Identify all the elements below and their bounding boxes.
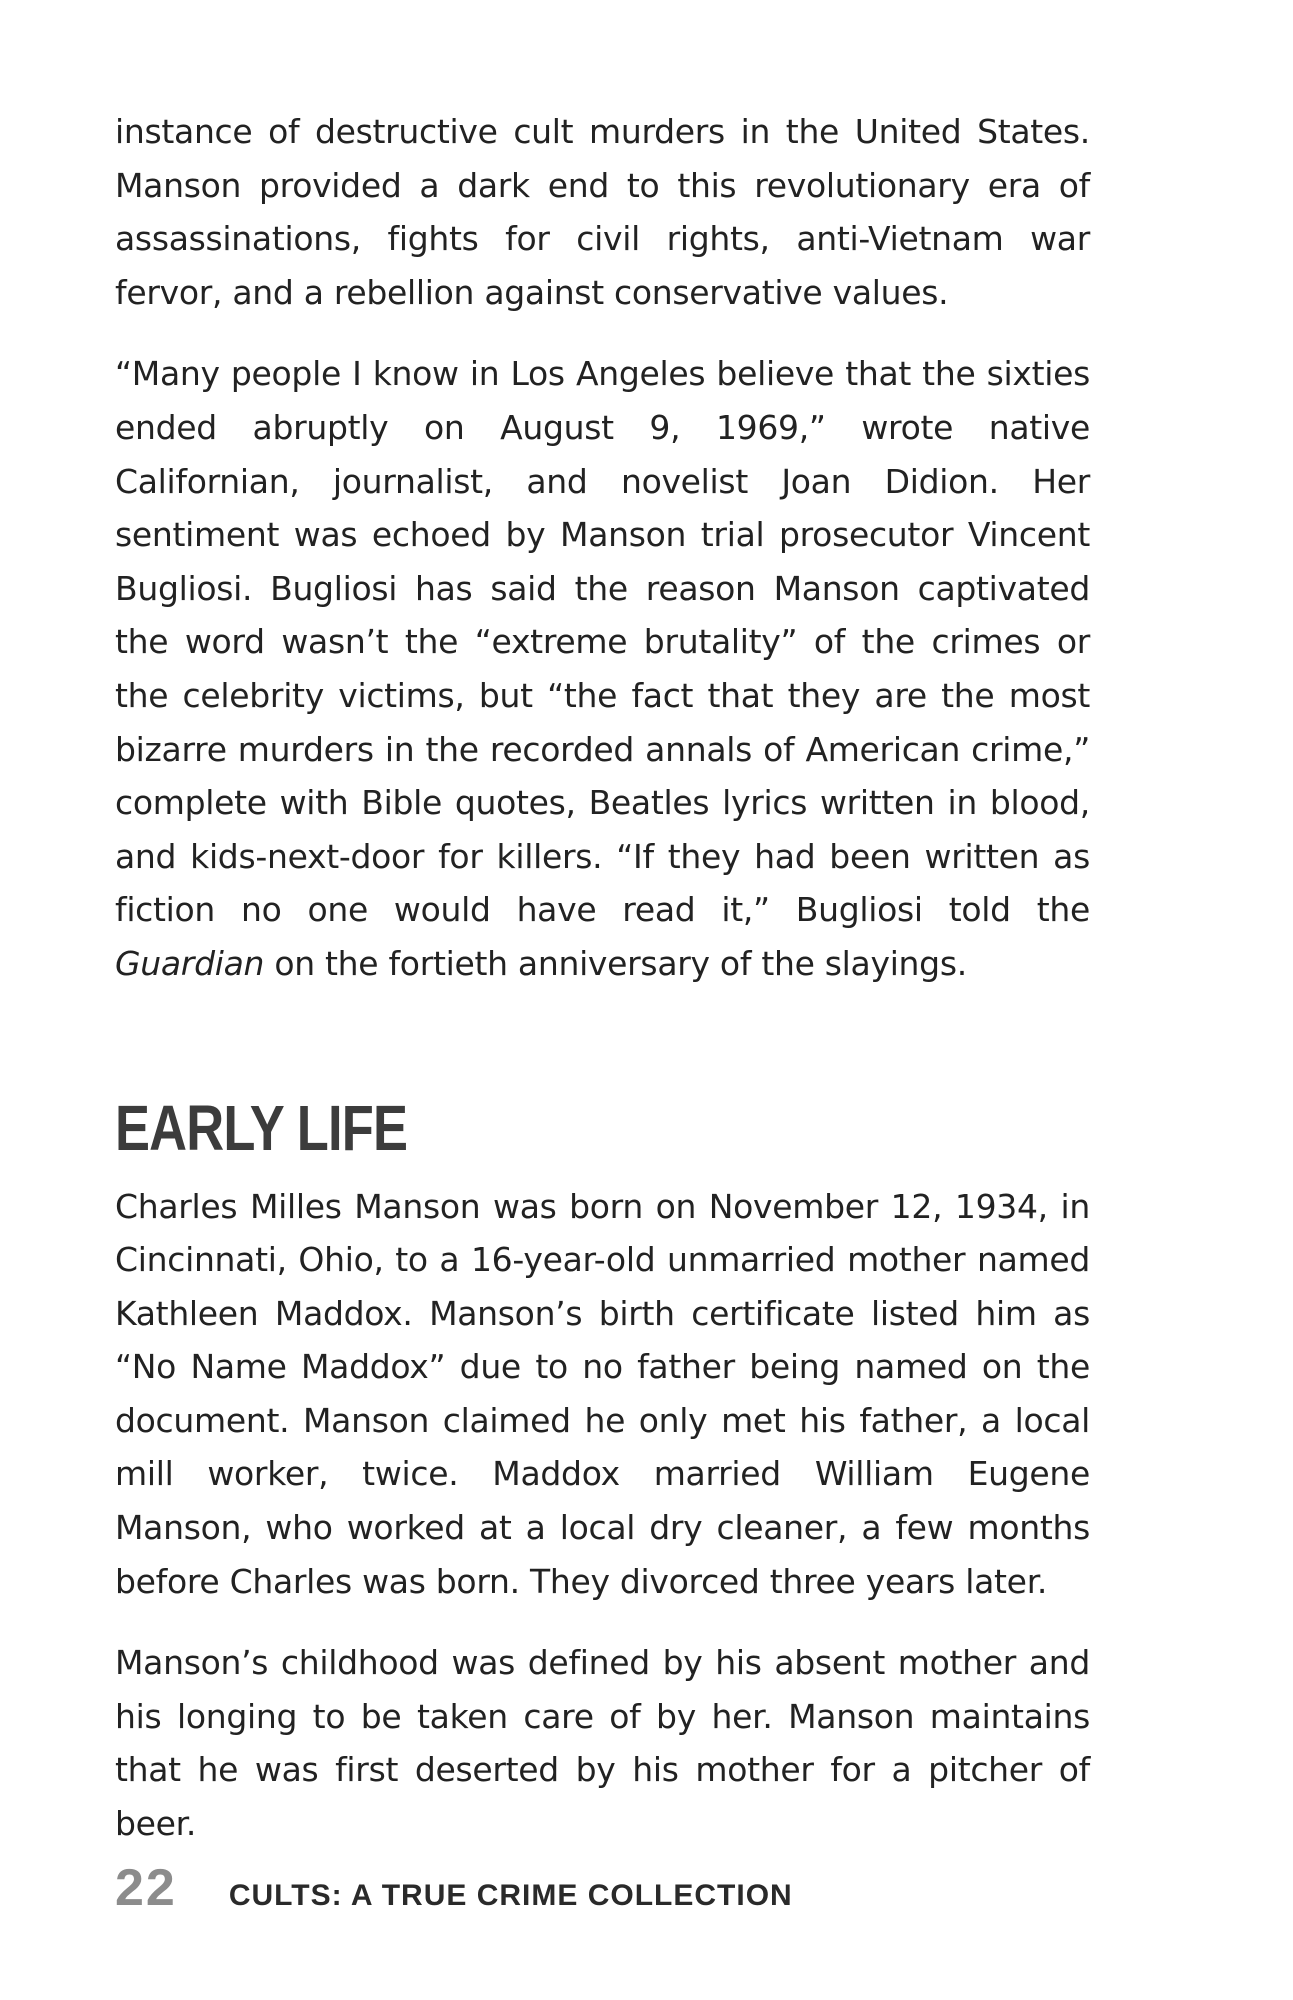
publication-title: Guardian (115, 943, 265, 983)
page-footer (115, 1858, 793, 1918)
paragraph-2-text: “Many people I know in Los Angeles believe that the sixties ended abruptly on August 9, 1969,” wrote native Californian, journalist, and novelist Joan Didion. Her sentiment was echoed by Manson trial prosecutor Vincent Bugliosi. Bugliosi has said the reason Manson captivated the word wasn’t the “extreme brutality” of the crimes or the celebrity victims, but “the fact that they are the most bizarre murders in the recorded annals of American crime,” complete with Bible quotes, Beatles lyrics written in blood, and kids-next-door for killers. “If they had been written as fiction no one would have read it,” Bugliosi told the (115, 354, 1090, 930)
section-heading: EARLY LIFE (115, 1091, 408, 1164)
paragraph-1: instance of destructive cult murders in the United States. Manson provided a dark end to this revolutionary era of assassinations, fights for civil rights, anti-Vietnam war fervor, and a rebellion against conservative values. (115, 112, 1090, 312)
running-head: CULTS: A TRUE CRIME COLLECTION (228, 1879, 793, 1912)
paragraph-2-end: on the fortieth anniversary of the slayings. (274, 943, 967, 983)
page-number: 22 (115, 1859, 177, 1917)
paragraph-2 (115, 347, 1090, 990)
paragraph-3: Charles Milles Manson was born on November 12, 1934, in Cincinnati, Ohio, to a 16-year-old unmarried mother named Kathleen Maddox. Manson’s birth certificate listed him as “No Name Maddox” due to no father being named on the document. Manson claimed he only met his father, a local mill worker, twice. Maddox married William Eugene Manson, who worked at a local dry cleaner, a few months before Charles was born. They divorced three years later. (115, 1186, 1090, 1601)
page-body (115, 105, 1090, 1851)
paragraph-4: Manson’s childhood was defined by his absent mother and his longing to be taken care of by her. Manson maintains that he was first deserted by his mother for a pitcher of beer. (115, 1643, 1090, 1844)
